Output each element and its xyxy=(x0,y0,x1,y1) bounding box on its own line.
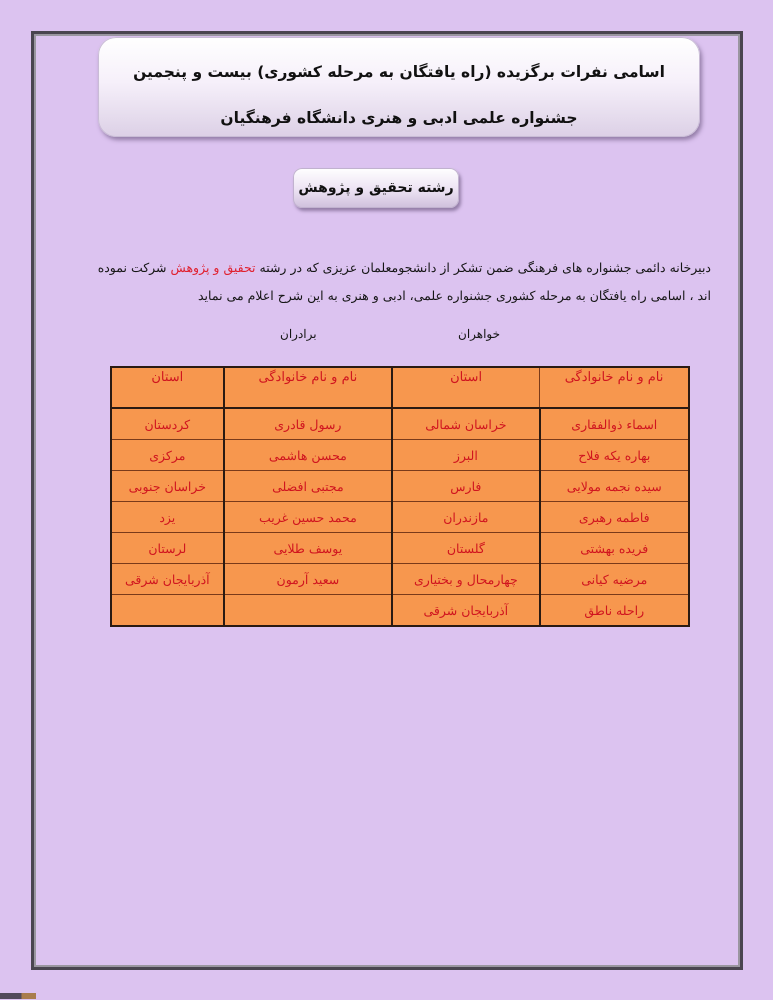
intro-highlight: تحقیق و پژوهش xyxy=(170,260,256,275)
table-row xyxy=(111,471,689,502)
intro-paragraph xyxy=(96,254,711,310)
brother-province: یزد xyxy=(111,502,224,533)
sister-province: فارس xyxy=(392,471,539,502)
header-brothers-name: نام و نام خانوادگی xyxy=(224,367,392,408)
brother-province: مرکزی xyxy=(111,440,224,471)
table-row xyxy=(111,440,689,471)
brother-province: خراسان جنوبی xyxy=(111,471,224,502)
sister-name: مرضیه کیانی xyxy=(540,564,689,595)
table-row xyxy=(111,502,689,533)
sister-name: فریده بهشتی xyxy=(540,533,689,564)
sister-name: سیده نجمه مولایی xyxy=(540,471,689,502)
table-row xyxy=(111,408,689,440)
brother-name xyxy=(224,595,392,627)
sister-province: مازندران xyxy=(392,502,539,533)
sister-province: چهارمحال و بختیاری xyxy=(392,564,539,595)
sister-name: فاطمه رهبری xyxy=(540,502,689,533)
header-sisters-province: استان xyxy=(392,367,539,408)
table-row xyxy=(111,564,689,595)
sister-province: گلستان xyxy=(392,533,539,564)
brother-name: رسول قادری xyxy=(224,408,392,440)
header-sisters-name: نام و نام خانوادگی xyxy=(540,367,689,408)
group-label-sisters: خواهران xyxy=(458,327,501,341)
group-label-brothers: برادران xyxy=(280,327,317,341)
sister-province: آذربایجان شرقی xyxy=(392,595,539,627)
intro-text-part1: دبیرخانه دائمی جشنواره های فرهنگی ضمن تشکر از دانشجومعلمان عزیزی که در رشته xyxy=(255,260,711,275)
brother-province: لرستان xyxy=(111,533,224,564)
section-label: رشته تحقیق و پژوهش xyxy=(293,168,459,208)
brother-province: کردستان xyxy=(111,408,224,440)
title-line-2: جشنواره علمی ادبی و هنری دانشگاه فرهنگیان xyxy=(220,109,578,127)
brother-name: مجتبی افضلی xyxy=(224,471,392,502)
watermark-badge xyxy=(0,993,36,999)
sister-province: البرز xyxy=(392,440,539,471)
header-brothers-province: استان xyxy=(111,367,224,408)
brother-name: محسن هاشمی xyxy=(224,440,392,471)
brother-name: محمد حسین غریب xyxy=(224,502,392,533)
sister-name: راحله ناطق xyxy=(540,595,689,627)
brother-province xyxy=(111,595,224,627)
table-row xyxy=(111,533,689,564)
sister-name: اسماء ذوالفقاری xyxy=(540,408,689,440)
brother-name: یوسف طلایی xyxy=(224,533,392,564)
brother-province: آذربایجان شرقی xyxy=(111,564,224,595)
brother-name: سعید آرمون xyxy=(224,564,392,595)
winners-table xyxy=(110,366,690,627)
title-line-1: اسامی نفرات برگزیده (راه یافتگان به مرحله کشوری) بیست و پنجمین xyxy=(133,63,665,81)
title-banner xyxy=(98,37,700,137)
intro-text-part2: شرکت نموده اند ، اسامی راه یافتگان به مرحله کشوری جشنواره علمی، ادبی و هنری به این شرح اعلام می نماید xyxy=(97,260,711,303)
sister-name: بهاره یکه فلاح xyxy=(540,440,689,471)
table-header-row xyxy=(111,367,689,408)
sister-province: خراسان شمالی xyxy=(392,408,539,440)
table-row xyxy=(111,595,689,627)
